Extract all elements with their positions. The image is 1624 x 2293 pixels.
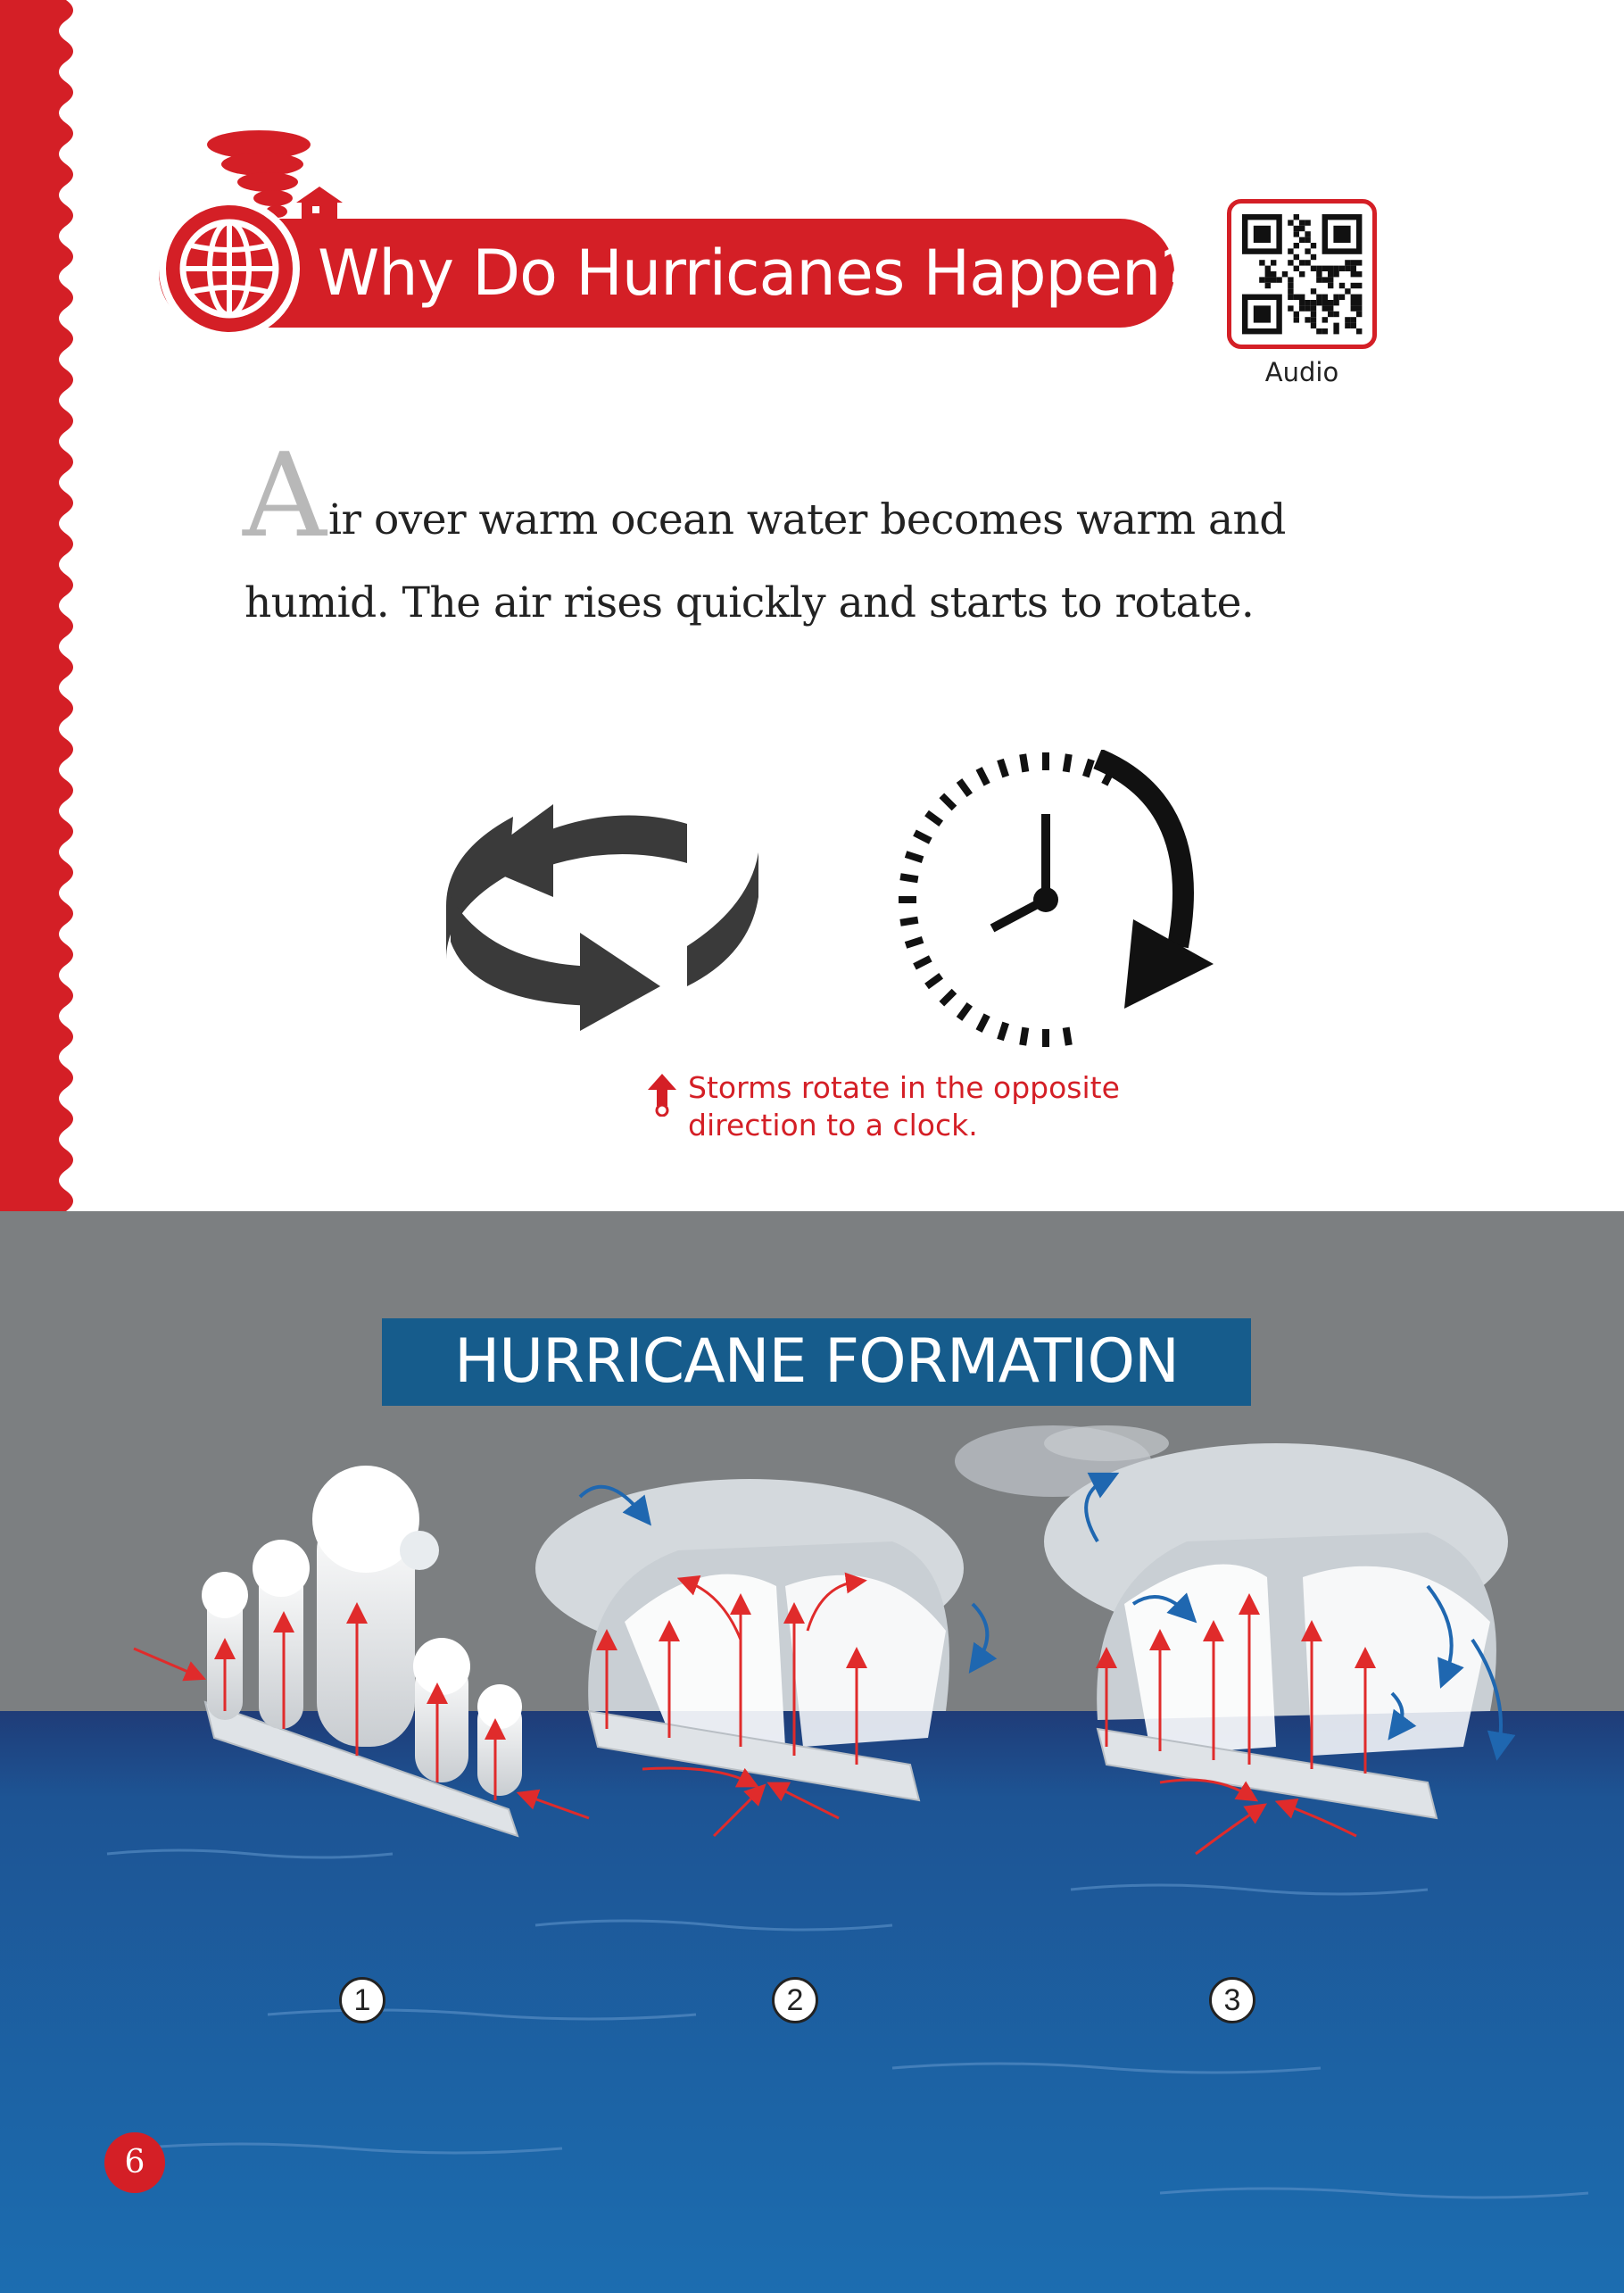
- qr-module: [1271, 277, 1276, 282]
- qr-module: [1294, 226, 1299, 231]
- qr-module: [1288, 260, 1293, 265]
- clock-tick: [1000, 1023, 1006, 1040]
- qr-module: [1288, 220, 1293, 225]
- qr-module: [1259, 277, 1264, 282]
- qr-module: [1271, 260, 1276, 265]
- rotation-caption-line-2: direction to a clock.: [688, 1108, 978, 1142]
- qr-module: [1299, 271, 1305, 277]
- clock-tick: [979, 768, 987, 785]
- qr-module: [1254, 305, 1271, 322]
- qr-module: [1356, 312, 1362, 317]
- intro-text-line-1: ir over warm ocean water becomes warm and: [328, 495, 1286, 544]
- qr-module: [1356, 328, 1362, 334]
- clock-tick: [1066, 1027, 1069, 1045]
- qr-module: [1351, 305, 1356, 311]
- qr-module: [1288, 295, 1293, 300]
- qr-module: [1333, 226, 1350, 243]
- qr-module: [1294, 254, 1299, 260]
- qr-module: [1316, 300, 1322, 305]
- qr-module: [1345, 288, 1350, 294]
- qr-module: [1288, 305, 1293, 311]
- qr-module: [1299, 220, 1305, 225]
- qr-module: [1345, 260, 1350, 265]
- qr-module: [1333, 300, 1338, 305]
- qr-module: [1345, 317, 1350, 322]
- clock-tick: [900, 876, 918, 879]
- qr-module: [1333, 328, 1338, 334]
- pointer-arrow-icon: [648, 1074, 676, 1117]
- qr-module: [1294, 214, 1299, 220]
- qr-module: [1305, 260, 1310, 265]
- qr-module: [1322, 295, 1328, 300]
- qr-module: [1356, 260, 1362, 265]
- qr-module: [1305, 300, 1310, 305]
- qr-module: [1328, 271, 1333, 277]
- qr-module: [1351, 271, 1356, 277]
- qr-module: [1351, 260, 1356, 265]
- qr-module: [1339, 295, 1345, 300]
- page-title: Why Do Hurricanes Happen?: [318, 237, 1193, 310]
- clock-tick: [927, 813, 941, 824]
- qr-module: [1328, 312, 1333, 317]
- rotation-caption-line-1: Storms rotate in the opposite: [688, 1070, 1120, 1105]
- qr-module: [1305, 220, 1310, 225]
- qr-module: [1316, 328, 1322, 334]
- qr-module: [1322, 266, 1328, 271]
- qr-module: [1311, 300, 1316, 305]
- qr-module: [1265, 266, 1271, 271]
- qr-module: [1322, 328, 1328, 334]
- qr-module: [1305, 317, 1310, 322]
- qr-module: [1299, 237, 1305, 243]
- clock-tick: [927, 976, 941, 986]
- qr-module: [1356, 283, 1362, 288]
- qr-module: [1311, 312, 1316, 317]
- qr-module: [1299, 226, 1305, 231]
- qr-module: [1311, 317, 1316, 322]
- qr-module: [1288, 248, 1293, 253]
- qr-module: [1333, 323, 1338, 328]
- qr-module: [1305, 248, 1310, 253]
- qr-module: [1356, 305, 1362, 311]
- rotation-caption: [688, 1069, 1120, 1144]
- qr-module: [1299, 260, 1305, 265]
- qr-module: [1333, 295, 1338, 300]
- qr-module: [1265, 283, 1271, 288]
- clock-tick: [1000, 760, 1006, 777]
- qr-module: [1294, 231, 1299, 237]
- qr-module: [1299, 305, 1305, 311]
- qr-module: [1316, 277, 1322, 282]
- page-number: 6: [104, 2132, 165, 2193]
- qr-module: [1311, 243, 1316, 248]
- qr-module: [1356, 271, 1362, 277]
- qr-module: [1288, 288, 1293, 294]
- qr-module: [1316, 271, 1322, 277]
- clock-tick: [941, 992, 954, 1004]
- qr-module: [1299, 300, 1305, 305]
- qr-module: [1333, 266, 1338, 271]
- qr-module: [1288, 277, 1293, 282]
- qr-module: [1328, 277, 1333, 282]
- qr-module: [1311, 305, 1316, 311]
- qr-module: [1294, 243, 1299, 248]
- clock-tick: [1023, 754, 1025, 772]
- qr-module: [1356, 295, 1362, 300]
- qr-module: [1265, 271, 1271, 277]
- qr-module: [1351, 266, 1356, 271]
- qr-module: [1328, 300, 1333, 305]
- qr-module: [1339, 283, 1345, 288]
- drop-cap: A: [243, 428, 327, 563]
- clock-tick: [941, 795, 954, 808]
- clock-tick: [959, 1004, 970, 1018]
- qr-module: [1288, 283, 1293, 288]
- qr-module: [1311, 288, 1316, 294]
- globe-badge: [159, 198, 300, 339]
- qr-module: [1351, 283, 1356, 288]
- clock-tick: [906, 940, 923, 945]
- qr-module: [1328, 283, 1333, 288]
- clock-tick: [979, 1015, 987, 1031]
- qr-module: [1351, 295, 1356, 300]
- qr-module: [1333, 271, 1338, 277]
- globe-icon: [166, 205, 293, 332]
- clock-tick: [900, 920, 918, 923]
- qr-module: [1322, 305, 1328, 311]
- clock-tick: [1066, 754, 1069, 772]
- qr-module: [1316, 295, 1322, 300]
- qr-module: [1356, 300, 1362, 305]
- qr-module: [1271, 271, 1276, 277]
- qr-module: [1322, 317, 1328, 322]
- qr-module: [1328, 266, 1333, 271]
- qr-module: [1345, 266, 1350, 271]
- qr-label: Audio: [1264, 357, 1339, 387]
- qr-module: [1294, 312, 1299, 317]
- qr-module: [1265, 277, 1271, 282]
- clock-tick: [906, 854, 923, 860]
- qr-module: [1311, 266, 1316, 271]
- qr-module: [1351, 323, 1356, 328]
- step-number-3: 3: [1209, 1977, 1255, 2023]
- qr-module: [1282, 271, 1288, 277]
- clockwise-arrow-icon: [1071, 750, 1231, 1018]
- intro-text-line-2: humid. The air rises quickly and starts to rotate.: [244, 578, 1255, 627]
- qr-module: [1328, 305, 1333, 311]
- qr-module: [1305, 231, 1310, 237]
- clock-tick: [1023, 1027, 1025, 1045]
- qr-module: [1311, 254, 1316, 260]
- qr-module: [1259, 260, 1264, 265]
- house-icon: [293, 183, 346, 220]
- qr-module: [1254, 226, 1271, 243]
- qr-module: [1276, 277, 1281, 282]
- qr-module: [1294, 266, 1299, 271]
- step-number-2: 2: [772, 1977, 818, 2023]
- qr-module: [1322, 277, 1328, 282]
- step-number-1: 1: [339, 1977, 385, 2023]
- qr-module: [1311, 323, 1316, 328]
- qr-module: [1316, 266, 1322, 271]
- clock-tick: [915, 959, 931, 967]
- qr-module: [1351, 317, 1356, 322]
- qr-module: [1294, 295, 1299, 300]
- counterclockwise-rotation-icon: [419, 763, 785, 1031]
- qr-module: [1345, 323, 1350, 328]
- qr-module: [1299, 295, 1305, 300]
- qr-module: [1305, 237, 1310, 243]
- qr-code[interactable]: [1227, 199, 1377, 349]
- formation-title: HURRICANE FORMATION: [454, 1326, 1179, 1397]
- qr-module: [1333, 312, 1338, 317]
- qr-module: [1322, 300, 1328, 305]
- qr-module: [1339, 266, 1345, 271]
- qr-module: [1351, 300, 1356, 305]
- clock-tick: [959, 781, 970, 795]
- qr-module: [1305, 305, 1310, 311]
- clock-tick: [915, 833, 931, 841]
- qr-code-icon: [1231, 204, 1372, 345]
- qr-module: [1294, 317, 1299, 322]
